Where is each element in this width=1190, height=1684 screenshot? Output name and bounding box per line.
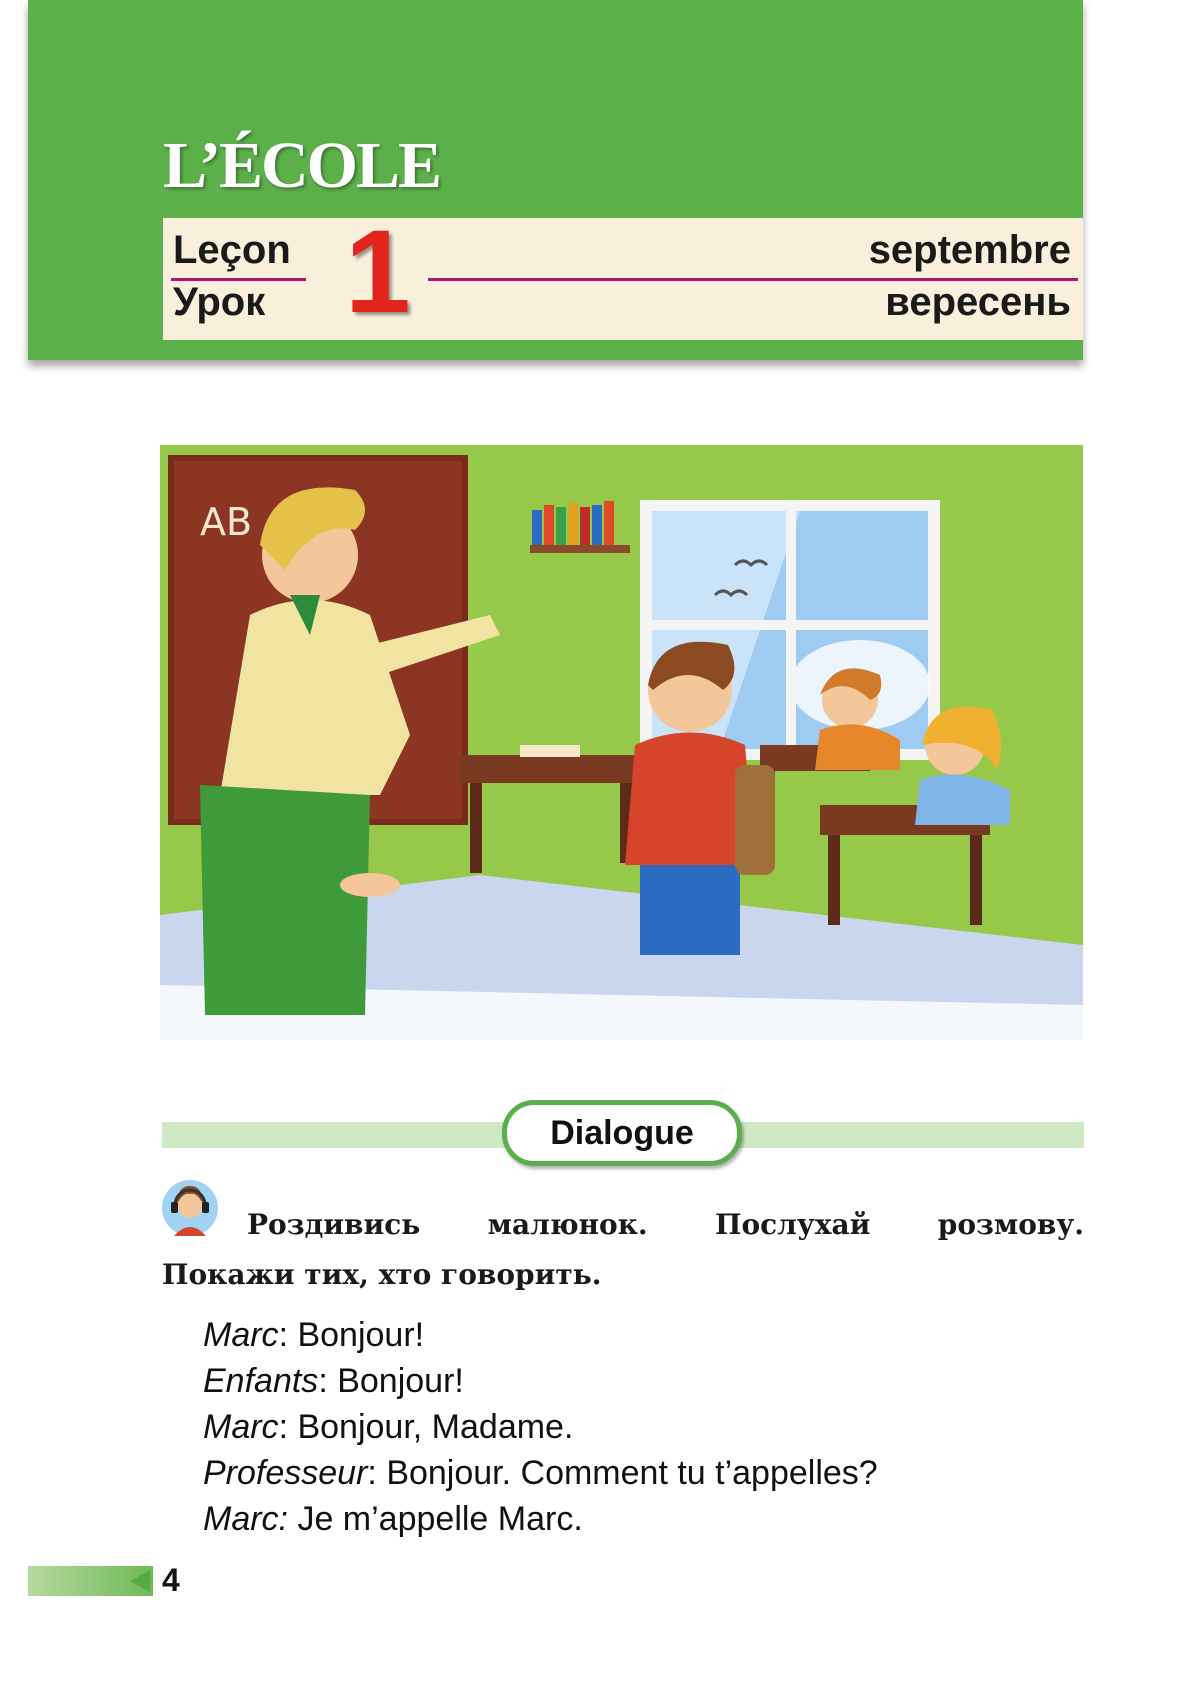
dialogue-line xyxy=(203,1404,878,1450)
instruction-word: Послухай xyxy=(715,1208,871,1241)
separator: : xyxy=(278,1316,298,1354)
task-instruction xyxy=(162,1200,1084,1300)
instruction-line: Покажи тих, хто говорить. xyxy=(162,1258,602,1291)
instruction-word: Роздивись xyxy=(247,1208,421,1241)
separator: : xyxy=(318,1362,338,1400)
speaker-name: Professeur xyxy=(203,1454,368,1492)
utterance: Je m’appelle Marc. xyxy=(297,1500,583,1538)
section-heading: Dialogue xyxy=(502,1100,742,1166)
board-text: AB xyxy=(200,500,253,544)
page-number: 4 xyxy=(162,1562,180,1598)
month-uk: вересень xyxy=(885,280,1071,324)
instruction-word: розмову. xyxy=(937,1208,1084,1241)
separator: : xyxy=(367,1454,387,1492)
speaker-name: Marc xyxy=(203,1408,279,1446)
dialogue-line xyxy=(203,1450,878,1496)
speaker-name: Marc xyxy=(203,1316,279,1354)
dialogue-line xyxy=(203,1496,878,1542)
page-title: L’ÉCOLE xyxy=(163,129,441,202)
lesson-label-fr: Leçon xyxy=(173,228,291,272)
utterance: Bonjour! xyxy=(297,1316,425,1354)
utterance: Bonjour. Comment tu t’appelles? xyxy=(386,1454,878,1492)
instruction-word: малюнок. xyxy=(487,1208,648,1241)
lesson-band xyxy=(163,206,1083,340)
month-fr: septembre xyxy=(868,228,1071,272)
separator: : xyxy=(278,1408,298,1446)
utterance: Bonjour, Madame. xyxy=(297,1408,574,1446)
speaker-name: Enfants xyxy=(203,1362,319,1400)
lesson-header xyxy=(28,0,1083,360)
footer-arrow-icon xyxy=(130,1570,150,1592)
speaker-name: Marc: xyxy=(203,1500,288,1538)
instruction-line xyxy=(162,1200,1084,1250)
dialogue-text xyxy=(203,1312,878,1542)
utterance: Bonjour! xyxy=(337,1362,464,1400)
lesson-label-uk: Урок xyxy=(173,280,266,324)
classroom-illustration xyxy=(160,445,1083,1040)
dialogue-line xyxy=(203,1312,878,1358)
dialogue-line xyxy=(203,1358,878,1404)
lesson-number: 1 xyxy=(345,206,411,338)
